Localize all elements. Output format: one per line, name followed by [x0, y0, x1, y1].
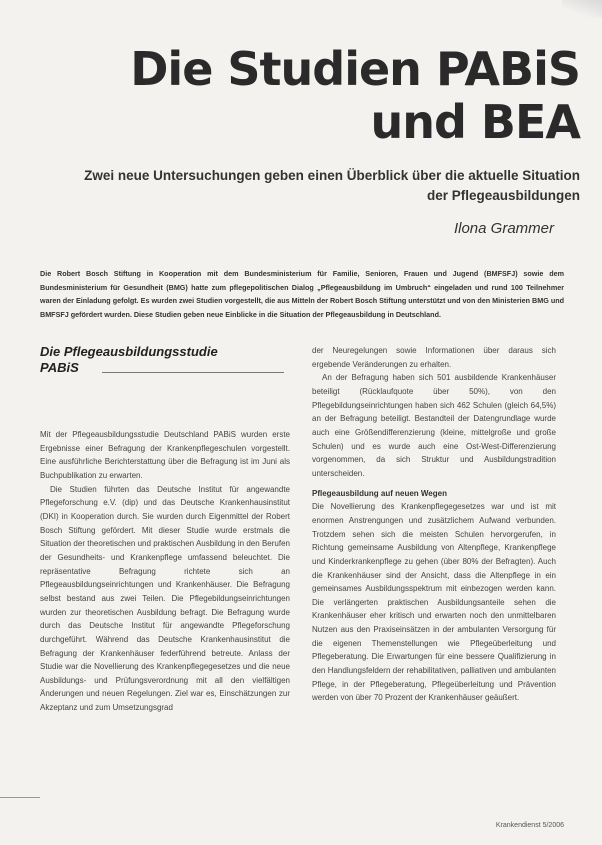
- page-footer: Krankendienst 5/2006: [495, 822, 564, 829]
- subtitle: [40, 166, 580, 206]
- right-subheading: Pflegeausbildung auf neuen Wegen: [312, 488, 447, 498]
- section-heading-line-1: Die Pflegeausbildungsstudie: [40, 344, 218, 359]
- right-column: [312, 344, 556, 705]
- author-name: Ilona Grammer: [453, 220, 554, 237]
- bottom-divider: [0, 797, 40, 798]
- page-corner-fold: [562, 0, 602, 18]
- intro-paragraph: Die Robert Bosch Stiftung in Kooperation mit dem Bundesministerium für Familie, Senioren, Frauen und Jugend (BMFSFJ) sowie dem Bundesministerium für Gesundheit (BMG) hatte zum pflegepolitischen Dialog „Pflegeausbildung im Umbruch“ eingeladen und rund 100 Teilnehmer waren der Einladung gefolgt. Es wurden zwei Studien vorgestellt, die aus Mitteln der Robert Bosch Stiftung unterstützt und von den Ministerien BMG und BMFSFJ gefördert wurden. Diese Studien geben neue Einblicke in die Situation der Pflegeausbildung in Deutschland.: [40, 269, 564, 319]
- left-column: [40, 428, 290, 715]
- title-line-1: Die Studien PABiS: [130, 42, 580, 96]
- section-heading-line-2: PABiS: [40, 360, 79, 375]
- title-line-2: und BEA: [370, 95, 580, 149]
- right-paragraph-3: Die Novellierung des Krankenpflegegesetzes war und ist mit enormen Anstrengungen und zusätzlichem Aufwand verbunden. Trotzdem sehen sich die meisten Schulen hervorgerufen, in Richtung gemeinsame Ausbildung von Altenpflege, Krankenpflege und Kinderkrankenpflege zu gehen (über 80% der Befragten). Auch die Krankenhäuser sind der Ansicht, dass die Altenpflege in ein gemeinsames Ausbildungsspektrum mit einbezogen werden kann. Die verlängerten praktischen Ausbildungsanteile sehen die Krankenhäuser eher kritisch und erwarten noch den unmittelbaren Nutzen aus den Praxiseinsätzen in der ambulanten Versorgung für die eigenen Themenstellungen wie Pflegeüberleitung und Pflegeberatung. Die Erwartungen für eine bessere Qualifizierung in den Handlungsfeldern der rehabilitativen, palliativen und ambulanten Pflege, in der Pflegeberatung, Pflegeüberleitung und Prävention werden von über 70 Prozent der Krankenhäuser geäußert.: [312, 502, 556, 703]
- subtitle-line-1: Zwei neue Untersuchungen geben einen Überblick über die aktuelle Situation: [84, 168, 580, 183]
- right-paragraph-2: An der Befragung haben sich 501 ausbildende Krankenhäuser beteiligt (Rücklaufquote über 50%), von den Pflegebildungseinrichtungen haben sich 462 Schulen (gleich 64,5%) an der Befragung beteiligt. Bestandteil der Datengrundlage wurde auch eine Größendifferenzierung (kleine, mittelgroße und große Schulen) und es wurde auch eine Ost-West-Differenzierung vorgenommen, da sich Struktur und Ausbildungstradition unterscheiden.: [312, 373, 556, 478]
- left-paragraph-1: Mit der Pflegeausbildungsstudie Deutschland PABiS wurden erste Ergebnisse einer Befragung der Krankenpflegeschulen vorgestellt. Eine ausführliche Berichterstattung über die Befragung ist im Juni als Buchpublikation zu erwarten.: [40, 430, 290, 480]
- left-paragraph-2: Die Studien führten das Deutsche Institut für angewandte Pflegeforschung e.V. (dip) und das Deutsche Krankenhausinstitut (DKI) in Kooperation durch. Sie wurden durch Eigenmittel der Robert Bosch Stiftung gefördert. Mit dieser Studie wurde erstmals die Situation der theoretischen und praktischen Ausbildung in den Berufen der Gesundheits- und Krankenpflege umfassend beleuchtet. Die repräsentative Befragung richtete sich an Pflegeausbildungseinrichtungen und Krankenhäuser. Die Befragung selbst bestand aus zwei Teilen. Die Pflegebildungseinrichtungen wurden zur theoretischen Ausbildung befragt. Die Befragung wurde durch das Deutsche Institut für angewandte Pflegeforschung durchgeführt. Während das Deutsche Krankenhausinstitut die Befragung der Krankenhäuser federführend betreute. Anlass der Studie war die Novellierung des Krankenpflegegesetzes und die neue Ausbildungs- und Prüfungsverordnung mit all den vielfältigen Änderungen und neuen Regelungen. Ziel war es, Einschätzungen zur Akzeptanz und zum Umsetzungsgrad: [40, 484, 290, 713]
- right-paragraph-1: der Neuregelungen sowie Informationen über daraus sich ergebende Veränderungen zu erhalten.: [312, 346, 556, 369]
- section-heading-rule: [102, 372, 284, 373]
- subtitle-line-2: der Pflegeausbildungen: [426, 188, 580, 203]
